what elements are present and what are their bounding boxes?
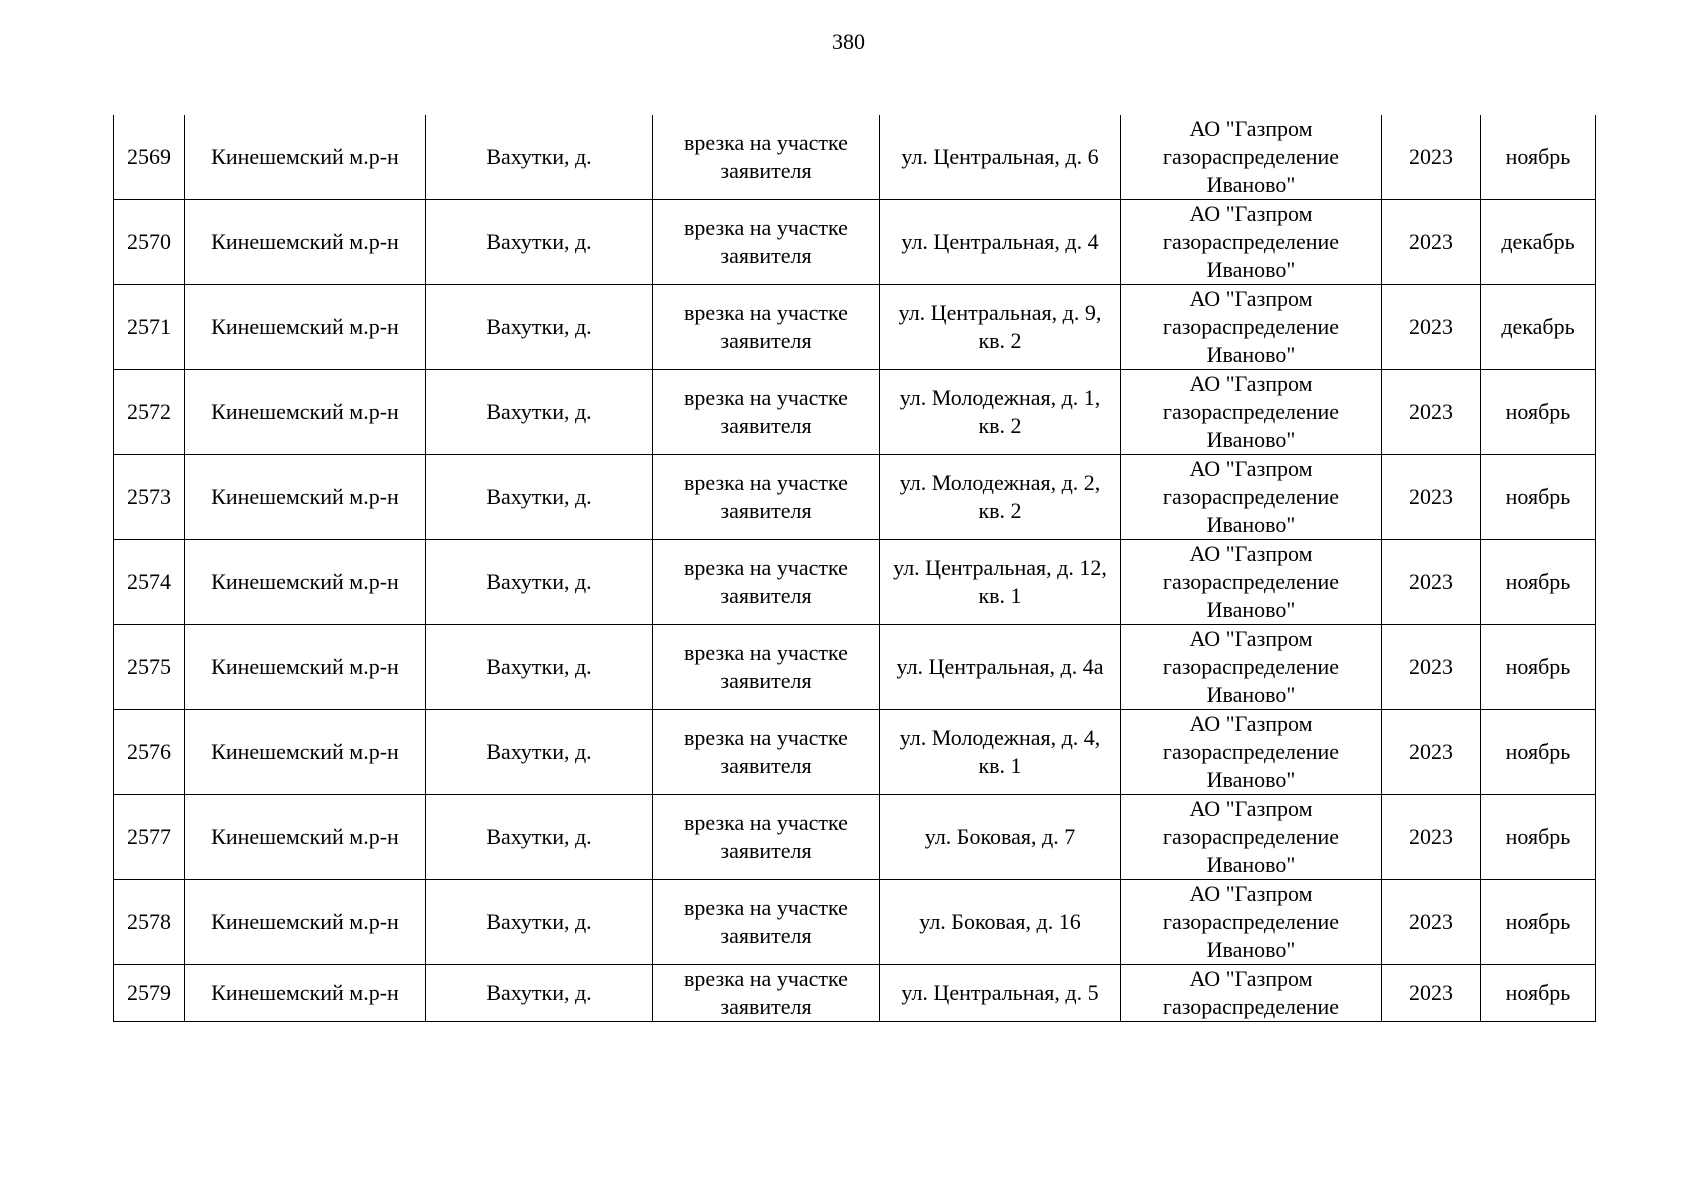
row-number-cell: 2575 bbox=[114, 625, 185, 710]
row-number-cell: 2571 bbox=[114, 285, 185, 370]
settlement-cell: Вахутки, д. bbox=[426, 540, 653, 625]
year-cell: 2023 bbox=[1382, 625, 1481, 710]
connection-type-cell: врезка на участке заявителя bbox=[653, 540, 880, 625]
row-number-cell: 2569 bbox=[114, 115, 185, 200]
month-cell: ноябрь bbox=[1481, 880, 1596, 965]
month-cell: декабрь bbox=[1481, 285, 1596, 370]
year-cell: 2023 bbox=[1382, 965, 1481, 1022]
data-table bbox=[113, 115, 1596, 1022]
address-cell: ул. Молодежная, д. 1, кв. 2 bbox=[880, 370, 1121, 455]
year-cell: 2023 bbox=[1382, 370, 1481, 455]
address-cell: ул. Молодежная, д. 2, кв. 2 bbox=[880, 455, 1121, 540]
organization-cell: АО "Газпром газораспределение Иваново" bbox=[1121, 115, 1382, 200]
district-cell: Кинешемский м.р-н bbox=[185, 965, 426, 1022]
year-cell: 2023 bbox=[1382, 540, 1481, 625]
district-cell: Кинешемский м.р-н bbox=[185, 795, 426, 880]
month-cell: ноябрь bbox=[1481, 965, 1596, 1022]
organization-cell: АО "Газпром газораспределение Иваново" bbox=[1121, 540, 1382, 625]
settlement-cell: Вахутки, д. bbox=[426, 710, 653, 795]
year-cell: 2023 bbox=[1382, 285, 1481, 370]
year-cell: 2023 bbox=[1382, 795, 1481, 880]
settlement-cell: Вахутки, д. bbox=[426, 965, 653, 1022]
page-number: 380 bbox=[832, 29, 865, 54]
settlement-cell: Вахутки, д. bbox=[426, 625, 653, 710]
row-number-cell: 2579 bbox=[114, 965, 185, 1022]
connection-type-cell: врезка на участке заявителя bbox=[653, 200, 880, 285]
organization-cell: АО "Газпром газораспределение bbox=[1121, 965, 1382, 1022]
year-cell: 2023 bbox=[1382, 455, 1481, 540]
settlement-cell: Вахутки, д. bbox=[426, 880, 653, 965]
connection-type-cell: врезка на участке заявителя bbox=[653, 370, 880, 455]
row-number-cell: 2573 bbox=[114, 455, 185, 540]
organization-cell: АО "Газпром газораспределение Иваново" bbox=[1121, 455, 1382, 540]
year-cell: 2023 bbox=[1382, 710, 1481, 795]
district-cell: Кинешемский м.р-н bbox=[185, 625, 426, 710]
settlement-cell: Вахутки, д. bbox=[426, 115, 653, 200]
table-row bbox=[114, 540, 1596, 625]
organization-cell: АО "Газпром газораспределение Иваново" bbox=[1121, 625, 1382, 710]
address-cell: ул. Центральная, д. 9, кв. 2 bbox=[880, 285, 1121, 370]
table-row bbox=[114, 200, 1596, 285]
table-row bbox=[114, 455, 1596, 540]
settlement-cell: Вахутки, д. bbox=[426, 455, 653, 540]
month-cell: ноябрь bbox=[1481, 115, 1596, 200]
district-cell: Кинешемский м.р-н bbox=[185, 200, 426, 285]
connection-type-cell: врезка на участке заявителя bbox=[653, 625, 880, 710]
table-row bbox=[114, 965, 1596, 1022]
organization-cell: АО "Газпром газораспределение Иваново" bbox=[1121, 285, 1382, 370]
connection-type-cell: врезка на участке заявителя bbox=[653, 880, 880, 965]
address-cell: ул. Центральная, д. 12, кв. 1 bbox=[880, 540, 1121, 625]
row-number-cell: 2570 bbox=[114, 200, 185, 285]
month-cell: ноябрь bbox=[1481, 370, 1596, 455]
settlement-cell: Вахутки, д. bbox=[426, 285, 653, 370]
organization-cell: АО "Газпром газораспределение Иваново" bbox=[1121, 710, 1382, 795]
table-row bbox=[114, 285, 1596, 370]
organization-cell: АО "Газпром газораспределение Иваново" bbox=[1121, 370, 1382, 455]
settlement-cell: Вахутки, д. bbox=[426, 370, 653, 455]
row-number-cell: 2578 bbox=[114, 880, 185, 965]
row-number-cell: 2577 bbox=[114, 795, 185, 880]
address-cell: ул. Боковая, д. 7 bbox=[880, 795, 1121, 880]
month-cell: ноябрь bbox=[1481, 455, 1596, 540]
organization-cell: АО "Газпром газораспределение Иваново" bbox=[1121, 795, 1382, 880]
row-number-cell: 2576 bbox=[114, 710, 185, 795]
year-cell: 2023 bbox=[1382, 880, 1481, 965]
row-number-cell: 2572 bbox=[114, 370, 185, 455]
settlement-cell: Вахутки, д. bbox=[426, 200, 653, 285]
address-cell: ул. Молодежная, д. 4, кв. 1 bbox=[880, 710, 1121, 795]
address-cell: ул. Центральная, д. 5 bbox=[880, 965, 1121, 1022]
connection-type-cell: врезка на участке заявителя bbox=[653, 965, 880, 1022]
table-row bbox=[114, 795, 1596, 880]
organization-cell: АО "Газпром газораспределение Иваново" bbox=[1121, 200, 1382, 285]
month-cell: ноябрь bbox=[1481, 540, 1596, 625]
district-cell: Кинешемский м.р-н bbox=[185, 370, 426, 455]
district-cell: Кинешемский м.р-н bbox=[185, 455, 426, 540]
district-cell: Кинешемский м.р-н bbox=[185, 285, 426, 370]
table-row bbox=[114, 115, 1596, 200]
table-row bbox=[114, 880, 1596, 965]
connection-type-cell: врезка на участке заявителя bbox=[653, 710, 880, 795]
year-cell: 2023 bbox=[1382, 115, 1481, 200]
settlement-cell: Вахутки, д. bbox=[426, 795, 653, 880]
connection-type-cell: врезка на участке заявителя bbox=[653, 795, 880, 880]
month-cell: ноябрь bbox=[1481, 795, 1596, 880]
table-row bbox=[114, 370, 1596, 455]
table-row bbox=[114, 625, 1596, 710]
connection-type-cell: врезка на участке заявителя bbox=[653, 285, 880, 370]
month-cell: декабрь bbox=[1481, 200, 1596, 285]
connection-type-cell: врезка на участке заявителя bbox=[653, 455, 880, 540]
district-cell: Кинешемский м.р-н bbox=[185, 710, 426, 795]
district-cell: Кинешемский м.р-н bbox=[185, 115, 426, 200]
connection-type-cell: врезка на участке заявителя bbox=[653, 115, 880, 200]
address-cell: ул. Центральная, д. 6 bbox=[880, 115, 1121, 200]
organization-cell: АО "Газпром газораспределение Иваново" bbox=[1121, 880, 1382, 965]
table-body bbox=[114, 115, 1596, 1022]
district-cell: Кинешемский м.р-н bbox=[185, 540, 426, 625]
row-number-cell: 2574 bbox=[114, 540, 185, 625]
address-cell: ул. Боковая, д. 16 bbox=[880, 880, 1121, 965]
address-cell: ул. Центральная, д. 4а bbox=[880, 625, 1121, 710]
district-cell: Кинешемский м.р-н bbox=[185, 880, 426, 965]
year-cell: 2023 bbox=[1382, 200, 1481, 285]
month-cell: ноябрь bbox=[1481, 625, 1596, 710]
address-cell: ул. Центральная, д. 4 bbox=[880, 200, 1121, 285]
table-row bbox=[114, 710, 1596, 795]
month-cell: ноябрь bbox=[1481, 710, 1596, 795]
